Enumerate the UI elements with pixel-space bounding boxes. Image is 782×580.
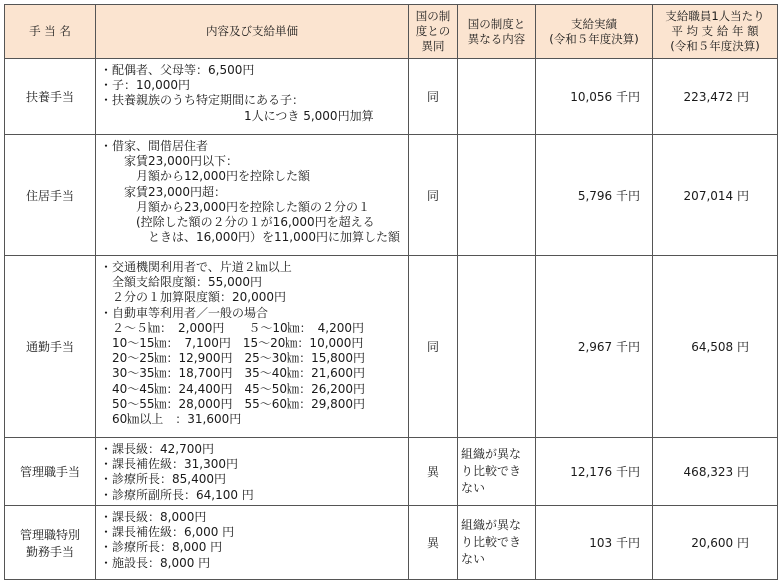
actual-payment: 103 千円 — [536, 506, 653, 580]
difference-note — [458, 59, 536, 135]
actual-payment: 12,176 千円 — [536, 438, 653, 506]
table-row — [5, 59, 778, 135]
allowance-content — [96, 438, 409, 506]
allowance-name: 通勤手当 — [5, 256, 96, 438]
header-actual-payment: 支給実績 (令和５年度決算) — [536, 5, 653, 59]
header-content: 内容及び支給単価 — [96, 5, 409, 59]
content-line: 月額から23,000円を控除した額の２分の１ — [100, 199, 370, 214]
table-row — [5, 256, 778, 438]
content-line: ・扶養親族のうち特定期間にある子： — [100, 93, 305, 108]
content-line: 60㎞以上 ：31,600円 — [100, 412, 242, 427]
content-line: 全額支給限度額：55,000円 — [100, 275, 262, 290]
content-line: ・診療所長：8,000 円 — [100, 540, 223, 555]
content-line: 家賃23,000円以下： — [100, 154, 238, 169]
content-line: 50～55㎞：28,000円 55～60㎞：29,800円 — [100, 396, 366, 411]
allowance-name: 住居手当 — [5, 135, 96, 256]
content-line: ときは、16,000円）を11,000円に加算した額 — [100, 230, 400, 245]
content-line: 20～25㎞：12,900円 25～30㎞：15,800円 — [100, 351, 366, 366]
header-average-per-person: 支給職員1人当たり 平 均 支 給 年 額 (令和５年度決算) — [653, 5, 778, 59]
content-line: ・施設長：8,000 円 — [100, 555, 211, 570]
content-line: 40～45㎞：24,400円 45～50㎞：26,200円 — [100, 381, 366, 396]
content-line: 家賃23,000円超： — [100, 184, 226, 199]
allowance-name: 管理職特別 勤務手当 — [5, 506, 96, 580]
header-difference: 国の制度と 異なる内容 — [458, 5, 536, 59]
content-line: ・課長補佐級：31,300円 — [100, 457, 238, 472]
content-line: 1人につき 5,000円加算 — [100, 108, 374, 123]
allowance-table — [4, 4, 778, 580]
content-line: 10～15㎞： 7,100円 15～20㎞：10,000円 — [100, 336, 364, 351]
average-per-person: 223,472 円 — [653, 59, 778, 135]
content-line: ・自動車等利用者／一般の場合 — [100, 305, 269, 320]
national-comparison: 同 — [409, 135, 458, 256]
allowance-content — [96, 135, 409, 256]
average-per-person: 64,508 円 — [653, 256, 778, 438]
content-line: ・診療所長：85,400円 — [100, 472, 226, 487]
allowance-content — [96, 256, 409, 438]
average-per-person: 207,014 円 — [653, 135, 778, 256]
content-line: 30～35㎞：18,700円 35～40㎞：21,600円 — [100, 366, 366, 381]
table-row — [5, 438, 778, 506]
difference-note — [458, 256, 536, 438]
content-line: ２分の１加算限度額：20,000円 — [100, 290, 286, 305]
content-line: ・課長級：8,000円 — [100, 510, 207, 524]
allowance-content — [96, 506, 409, 580]
header-row — [5, 5, 778, 59]
national-comparison: 同 — [409, 59, 458, 135]
difference-note — [458, 135, 536, 256]
actual-payment: 5,796 千円 — [536, 135, 653, 256]
header-allowance-name: 手 当 名 — [5, 5, 96, 59]
content-line: ・診療所副所長：64,100 円 — [100, 487, 254, 502]
content-line: ２～５㎞： 2,000円 ５～10㎞： 4,200円 — [100, 320, 364, 335]
actual-payment: 10,056 千円 — [536, 59, 653, 135]
content-line: ・課長級：42,700円 — [100, 442, 214, 456]
content-line: (控除した額の２分の１が16,000円を超える — [100, 215, 375, 230]
content-line: ・借家、間借居住者 — [100, 139, 209, 153]
allowance-name: 管理職手当 — [5, 438, 96, 506]
national-comparison: 異 — [409, 506, 458, 580]
difference-note: 組織が異な り比較でき ない — [458, 506, 536, 580]
national-comparison: 同 — [409, 256, 458, 438]
table-row — [5, 506, 778, 580]
allowance-content — [96, 59, 409, 135]
difference-note: 組織が異な り比較でき ない — [458, 438, 536, 506]
average-per-person: 468,323 円 — [653, 438, 778, 506]
table-row — [5, 135, 778, 256]
content-line: ・課長補佐級：6,000 円 — [100, 525, 235, 540]
content-line: 月額から12,000円を控除した額 — [100, 169, 310, 184]
average-per-person: 20,600 円 — [653, 506, 778, 580]
content-line: ・交通機関利用者で、片道２㎞以上 — [100, 260, 292, 274]
allowance-name: 扶養手当 — [5, 59, 96, 135]
header-national-comparison: 国の制 度との 異同 — [409, 5, 458, 59]
national-comparison: 異 — [409, 438, 458, 506]
content-line: ・子：10,000円 — [100, 78, 190, 93]
content-line: ・配偶者、父母等：6,500円 — [100, 63, 255, 77]
actual-payment: 2,967 千円 — [536, 256, 653, 438]
